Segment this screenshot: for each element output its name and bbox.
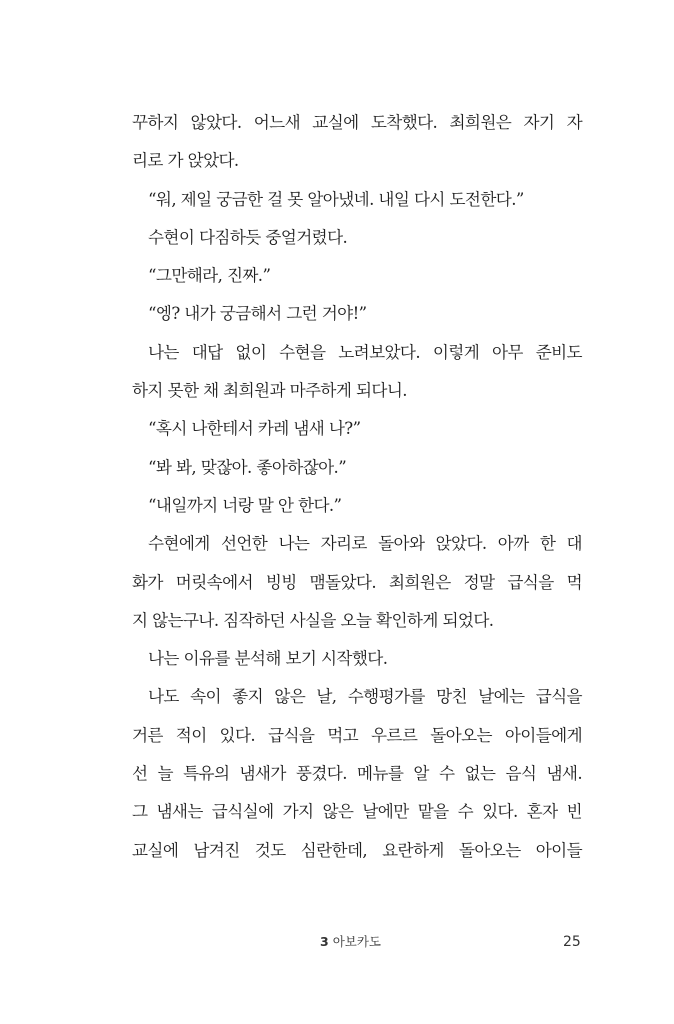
text-line: “워, 제일 궁금한 걸 못 알아냈네. 내일 다시 도전한다.” (148, 189, 524, 209)
text-line: 리로 가 앉았다. (132, 151, 239, 171)
text-line: “그만해라, 진짜.” (148, 266, 271, 286)
chapter-title: 아보카도 (332, 934, 382, 949)
text-line: 나도 속이 좋지 않은 날, 수행평가를 망친 날에는 급식을 (148, 687, 582, 707)
text-line: 하지 못한 채 최희원과 마주하게 되다니. (132, 381, 407, 401)
page-number: 25 (563, 934, 581, 950)
text-line: 수현이 다짐하듯 중얼거렸다. (148, 227, 348, 247)
running-footer (320, 932, 381, 952)
text-line: 교실에 남겨진 것도 심란한데, 요란하게 돌아오는 아이들 (132, 840, 582, 860)
text-line: 꾸하지 않았다. 어느새 교실에 도착했다. 최희원은 자기 자 (132, 113, 582, 132)
text-line: 그 냄새는 급식실에 가지 않은 날에만 맡을 수 있다. 혼자 빈 (132, 802, 582, 822)
text-line: 선 늘 특유의 냄새가 풍겼다. 메뉴를 알 수 없는 음식 냄새. (132, 764, 582, 784)
text-line: “혹시 나한테서 카레 냄새 나?” (148, 419, 361, 439)
text-line: “내일까지 너랑 말 안 한다.” (148, 495, 342, 515)
text-line: 화가 머릿속에서 빙빙 맴돌았다. 최희원은 정말 급식을 먹 (132, 572, 582, 592)
text-line: “봐 봐, 맞잖아. 좋아하잖아.” (148, 457, 347, 477)
text-line: 거른 적이 있다. 급식을 먹고 우르르 돌아오는 아이들에게 (132, 725, 582, 745)
text-line: 지 않는구나. 짐작하던 사실을 오늘 확인하게 되었다. (132, 610, 494, 630)
body-text (132, 104, 582, 870)
text-line: 나는 이유를 분석해 보기 시작했다. (148, 649, 388, 669)
chapter-number: 3 (320, 934, 329, 949)
text-line: “엥? 내가 궁금해서 그런 거야!” (148, 304, 367, 324)
text-line: 수현에게 선언한 나는 자리로 돌아와 앉았다. 아까 한 대 (148, 534, 582, 554)
text-line: 나는 대답 없이 수현을 노려보았다. 이렇게 아무 준비도 (148, 342, 582, 362)
